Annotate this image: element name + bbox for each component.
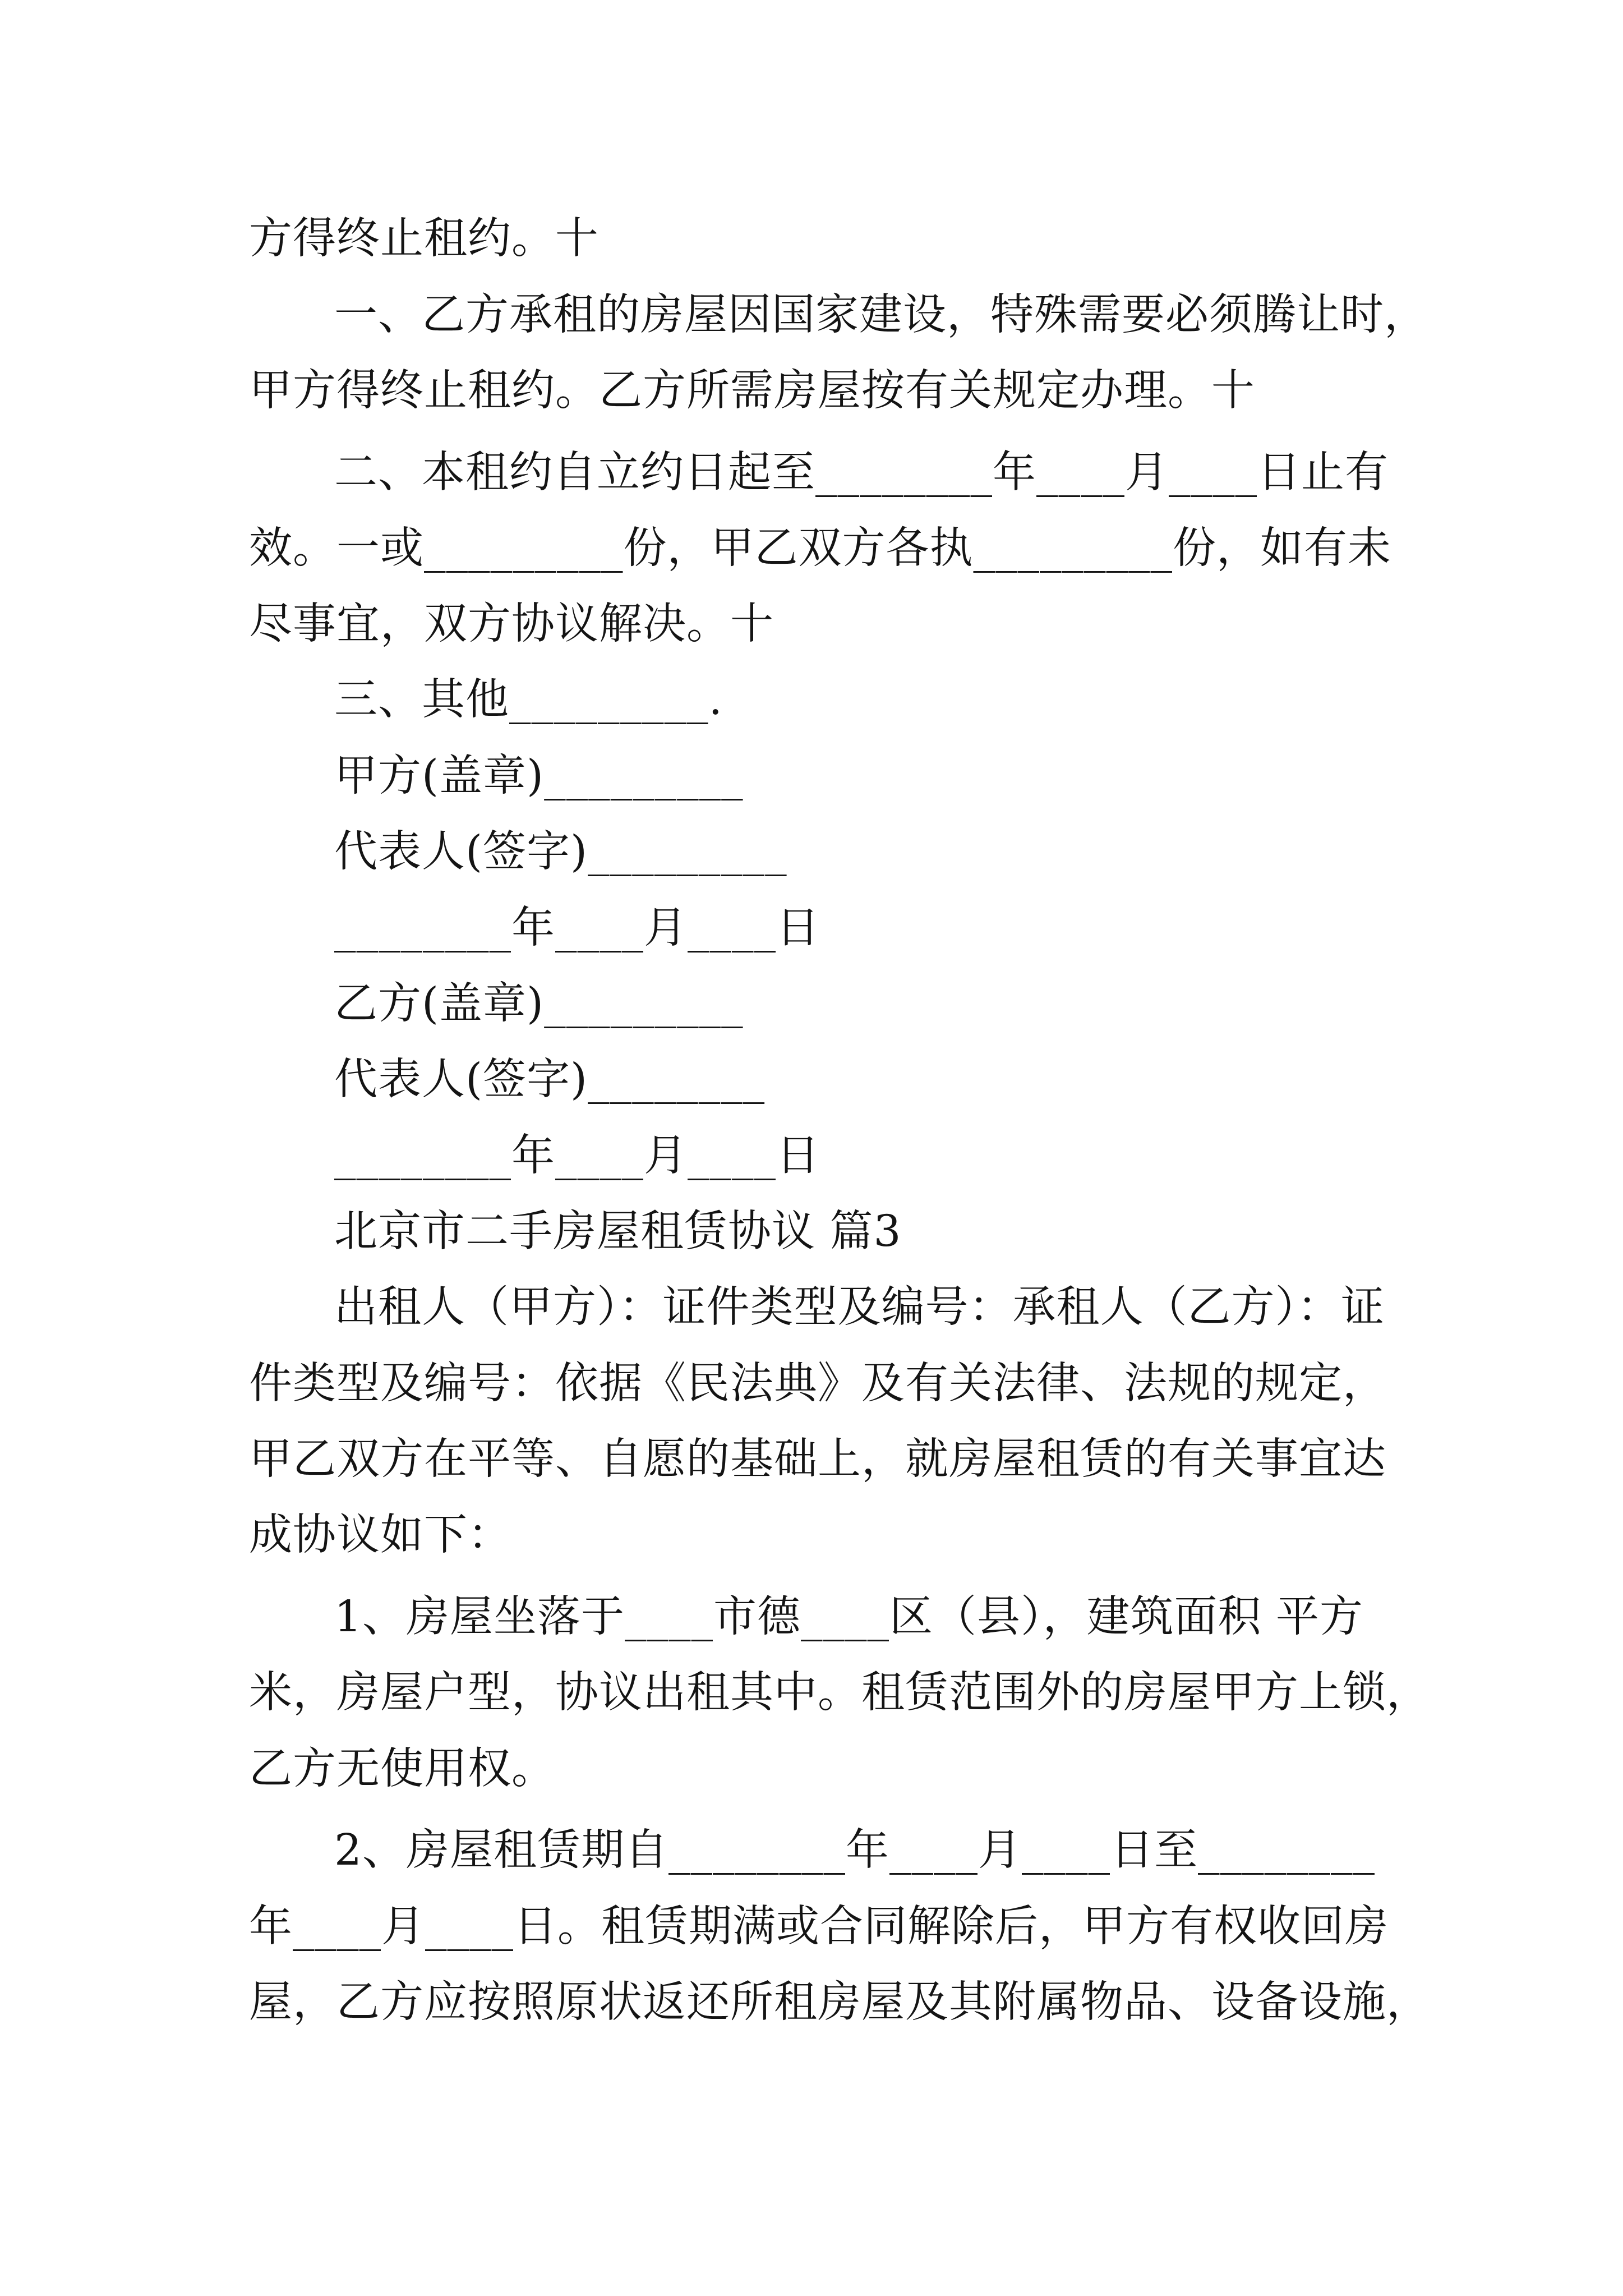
text-line: 效。一或_________份，甲乙双方各执_________份，如有未 <box>249 523 1391 573</box>
text-line: 二、本租约自立约日起至________年____月____日止有 <box>334 448 1389 498</box>
text-line: 甲乙双方在平等、自愿的基础上，就房屋租赁的有关事宜达 <box>249 1434 1386 1484</box>
text-line: 三、其他_________. <box>334 675 723 725</box>
signature-line: 代表人(签字)_________ <box>334 827 787 877</box>
text-line: 乙方无使用权。 <box>249 1744 555 1794</box>
text-line: 出租人（甲方）：证件类型及编号：承租人（乙方）：证 <box>334 1282 1385 1332</box>
text-line: 1、房屋坐落于____市德____区（县），建筑面积 平方 <box>334 1592 1363 1642</box>
text-line: 一、乙方承租的房屋因国家建设，特殊需要必须腾让时， <box>334 290 1428 340</box>
signature-line: 乙方(盖章)_________ <box>334 979 744 1029</box>
text-line: 件类型及编号：依据《民法典》及有关法律、法规的规定， <box>249 1359 1386 1409</box>
text-line: 成协议如下： <box>249 1510 511 1560</box>
text-line: 米，房屋户型，协议出租其中。租赁范围外的房屋甲方上锁， <box>249 1668 1430 1718</box>
date-line: ________年____月____日 <box>334 1131 820 1181</box>
text-line: 尽事宜，双方协议解决。十 <box>249 599 774 649</box>
text-line: 屋，乙方应按照原状返还所租房屋及其附属物品、设备设施， <box>249 1977 1430 2027</box>
section-title: 北京市二手房屋租赁协议 篇3 <box>334 1207 902 1257</box>
text-line: 年____月____日。租赁期满或合同解除后，甲方有权收回房 <box>249 1902 1389 1952</box>
text-line: 2、房屋租赁期自________年____月____日至________ <box>334 1825 1375 1875</box>
signature-line: 甲方(盖章)_________ <box>334 751 744 801</box>
signature-line: 代表人(签字)________ <box>334 1055 766 1105</box>
date-line: ________年____月____日 <box>334 903 820 953</box>
text-line: 甲方得终止租约。乙方所需房屋按有关规定办理。十 <box>249 366 1255 416</box>
text-line: 方得终止租约。十 <box>249 214 599 264</box>
